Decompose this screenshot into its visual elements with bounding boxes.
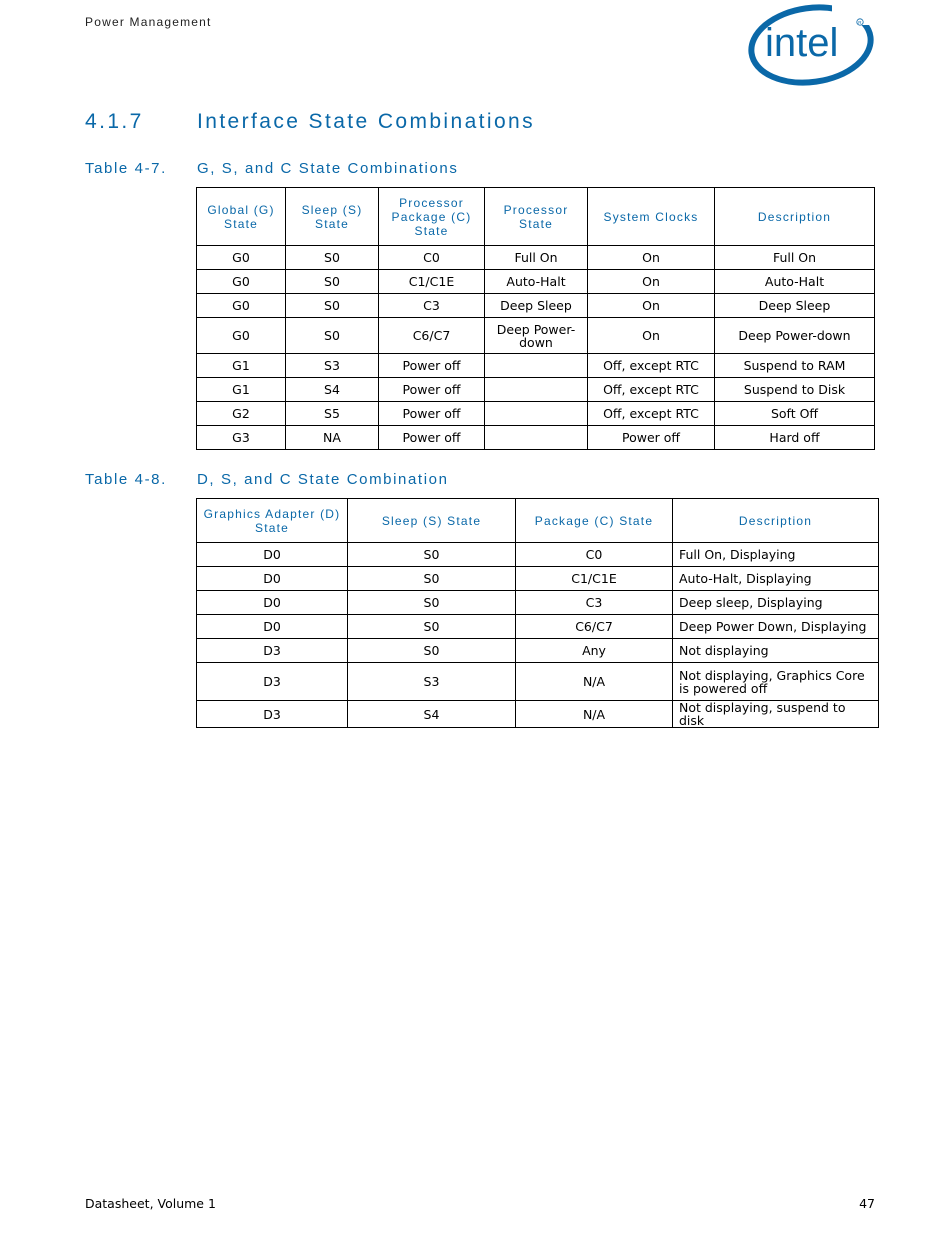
table-cell: G0 xyxy=(197,246,286,270)
table-cell: Off, except RTC xyxy=(588,354,715,378)
table-cell: Auto-Halt, Displaying xyxy=(673,567,879,591)
table-cell: D3 xyxy=(197,639,348,663)
table-cell: S0 xyxy=(286,294,379,318)
table-cell: D0 xyxy=(197,615,348,639)
table-cell: S0 xyxy=(286,270,379,294)
table-cell: Soft Off xyxy=(715,402,875,426)
table-cell: G1 xyxy=(197,378,286,402)
table-row xyxy=(197,426,875,450)
table-4-8-header: Sleep (S) State xyxy=(348,499,516,543)
table-4-8-header: Graphics Adapter (D) State xyxy=(197,499,348,543)
table-cell: Off, except RTC xyxy=(588,402,715,426)
running-header: Power Management xyxy=(85,15,212,29)
table-4-8-header: Description xyxy=(673,499,879,543)
table-cell: Full On xyxy=(715,246,875,270)
table-cell: Full On xyxy=(485,246,588,270)
table-cell: Not displaying, suspend to disk xyxy=(673,701,879,728)
table-4-7-number: Table 4-7. xyxy=(85,160,167,177)
table-4-7-caption xyxy=(85,160,458,177)
table-cell: D0 xyxy=(197,591,348,615)
table-cell: On xyxy=(588,318,715,354)
table-cell: Suspend to RAM xyxy=(715,354,875,378)
table-cell: S0 xyxy=(348,591,516,615)
table-cell xyxy=(485,402,588,426)
table-cell xyxy=(485,378,588,402)
table-cell: Power off xyxy=(588,426,715,450)
table-cell: G2 xyxy=(197,402,286,426)
table-cell: S4 xyxy=(286,378,379,402)
table-row xyxy=(197,318,875,354)
table-cell: Hard off xyxy=(715,426,875,450)
table-4-7-header: System Clocks xyxy=(588,188,715,246)
table-cell: Any xyxy=(516,639,673,663)
table-row xyxy=(197,701,879,728)
table-cell: On xyxy=(588,294,715,318)
table-cell: C6/C7 xyxy=(379,318,485,354)
table-cell: S0 xyxy=(348,567,516,591)
table-cell: G0 xyxy=(197,270,286,294)
table-cell: S0 xyxy=(348,639,516,663)
table-cell: G1 xyxy=(197,354,286,378)
table-cell: C3 xyxy=(379,294,485,318)
table-cell: C3 xyxy=(516,591,673,615)
table-cell: N/A xyxy=(516,701,673,728)
table-4-7-header: Processor Package (C) State xyxy=(379,188,485,246)
table-cell: G0 xyxy=(197,294,286,318)
table-cell: G0 xyxy=(197,318,286,354)
table-cell: C1/C1E xyxy=(516,567,673,591)
footer-page-number: 47 xyxy=(859,1196,875,1211)
table-cell: Suspend to Disk xyxy=(715,378,875,402)
table-cell: Deep Power Down, Displaying xyxy=(673,615,879,639)
table-cell: S0 xyxy=(286,318,379,354)
table-row xyxy=(197,591,879,615)
table-cell: Deep Sleep xyxy=(485,294,588,318)
table-cell: D0 xyxy=(197,567,348,591)
table-4-8-title: D, S, and C State Combination xyxy=(197,471,449,488)
table-cell: C6/C7 xyxy=(516,615,673,639)
table-cell: C0 xyxy=(379,246,485,270)
table-cell: NA xyxy=(286,426,379,450)
table-4-7 xyxy=(196,187,875,450)
table-cell: Off, except RTC xyxy=(588,378,715,402)
table-cell: Power off xyxy=(379,426,485,450)
table-row xyxy=(197,378,875,402)
table-cell: S0 xyxy=(348,615,516,639)
table-cell: S4 xyxy=(348,701,516,728)
section-title: Interface State Combinations xyxy=(197,110,536,133)
table-cell: S0 xyxy=(286,246,379,270)
table-cell: G3 xyxy=(197,426,286,450)
table-cell: Deep Power-down xyxy=(715,318,875,354)
table-cell: Not displaying, Graphics Core is powered off xyxy=(673,663,879,701)
table-row xyxy=(197,615,879,639)
table-cell: N/A xyxy=(516,663,673,701)
table-cell: Deep Power-down xyxy=(485,318,588,354)
table-4-8 xyxy=(196,498,879,728)
table-4-8-caption xyxy=(85,471,449,488)
intel-logo-wordmark: intel xyxy=(765,21,839,65)
table-cell: Full On, Displaying xyxy=(673,543,879,567)
table-cell: On xyxy=(588,270,715,294)
table-4-7-header: Description xyxy=(715,188,875,246)
table-cell: C0 xyxy=(516,543,673,567)
table-cell: D3 xyxy=(197,663,348,701)
table-cell: S3 xyxy=(286,354,379,378)
table-row xyxy=(197,354,875,378)
table-cell: Power off xyxy=(379,402,485,426)
table-row xyxy=(197,246,875,270)
table-row xyxy=(197,294,875,318)
table-cell: Deep sleep, Displaying xyxy=(673,591,879,615)
table-cell: S3 xyxy=(348,663,516,701)
table-row xyxy=(197,402,875,426)
table-cell xyxy=(485,354,588,378)
table-cell: Power off xyxy=(379,378,485,402)
table-cell: Power off xyxy=(379,354,485,378)
table-4-7-header: Global (G) State xyxy=(197,188,286,246)
table-cell xyxy=(485,426,588,450)
table-4-7-title: G, S, and C State Combinations xyxy=(197,160,459,177)
table-cell: C1/C1E xyxy=(379,270,485,294)
table-row xyxy=(197,543,879,567)
table-cell: Auto-Halt xyxy=(715,270,875,294)
table-cell: S5 xyxy=(286,402,379,426)
footer-document-title: Datasheet, Volume 1 xyxy=(85,1196,216,1211)
section-heading xyxy=(85,110,535,134)
table-cell: D3 xyxy=(197,701,348,728)
table-4-7-header: Processor State xyxy=(485,188,588,246)
section-number: 4.1.7 xyxy=(85,110,144,133)
table-cell: Auto-Halt xyxy=(485,270,588,294)
table-4-7-header: Sleep (S) State xyxy=(286,188,379,246)
table-row xyxy=(197,270,875,294)
svg-text:R: R xyxy=(858,20,862,25)
table-4-8-number: Table 4-8. xyxy=(85,471,167,488)
table-4-8-header: Package (C) State xyxy=(516,499,673,543)
table-cell: On xyxy=(588,246,715,270)
table-row xyxy=(197,567,879,591)
table-cell: S0 xyxy=(348,543,516,567)
intel-logo xyxy=(748,2,876,86)
table-row xyxy=(197,639,879,663)
table-cell: D0 xyxy=(197,543,348,567)
table-row xyxy=(197,663,879,701)
table-cell: Not displaying xyxy=(673,639,879,663)
table-cell: Deep Sleep xyxy=(715,294,875,318)
